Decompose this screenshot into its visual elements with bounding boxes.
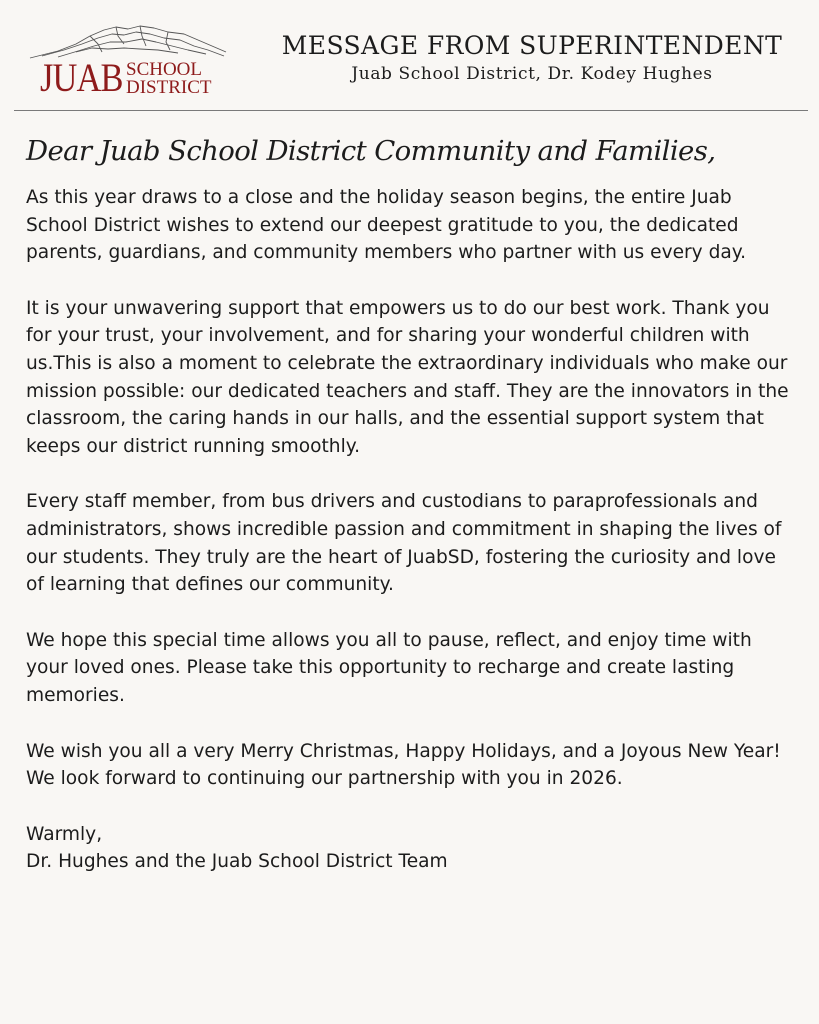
letter-salutation: Dear Juab School District Community and Families, [26, 135, 716, 167]
letter-paragraph: We wish you all a very Merry Christmas, Happy Holidays, and a Joyous New Year! We look forward to continuing our partnership with you in 2026. [26, 740, 781, 790]
letter-paragraph: Every staff member, from bus drivers and custodians to paraprofessionals and administrators, shows incredible passion and commitment in shaping the lives of our students. They truly are the heart of JuabSD, fostering the curiosity and love of learning that defines our community. [26, 491, 782, 596]
logo-school-text: SCHOOL [126, 59, 203, 80]
page-header [0, 0, 819, 112]
letter-closing: Warmly, [26, 823, 103, 845]
logo-juab-text: JUAB [40, 55, 123, 100]
logo-district-text: DISTRICT [126, 77, 212, 98]
letter-paragraph: It is your unwavering support that empowers us to do our best work. Thank you for your trust, your involvement, and for sharing your wonderful children with us.This is also a moment to celebrate the extraordinary individuals who make our mission possible: our dedicated teachers and staff. They are the innovators in the classroom, the caring hands in our halls, and the essential support system that keeps our district running smoothly. [26, 297, 789, 457]
letter-paragraph: We hope this special time allows you all to pause, reflect, and enjoy time with your loved ones. Please take this opportunity to recharge and create lasting memories. [26, 629, 752, 706]
title-block [262, 30, 802, 86]
header-divider [14, 110, 808, 111]
letter-signature: Dr. Hughes and the Juab School District Team [26, 851, 448, 873]
district-logo [28, 18, 228, 100]
page-title: MESSAGE FROM SUPERINTENDENT [281, 31, 783, 60]
page-subtitle: Juab School District, Dr. Kodey Hughes [351, 64, 713, 84]
letter-paragraph: As this year draws to a close and the holiday season begins, the entire Juab School District wishes to extend our deepest gratitude to you, the dedicated parents, guardians, and community members who partner with us every day. [26, 187, 747, 264]
letter-body [26, 184, 796, 876]
